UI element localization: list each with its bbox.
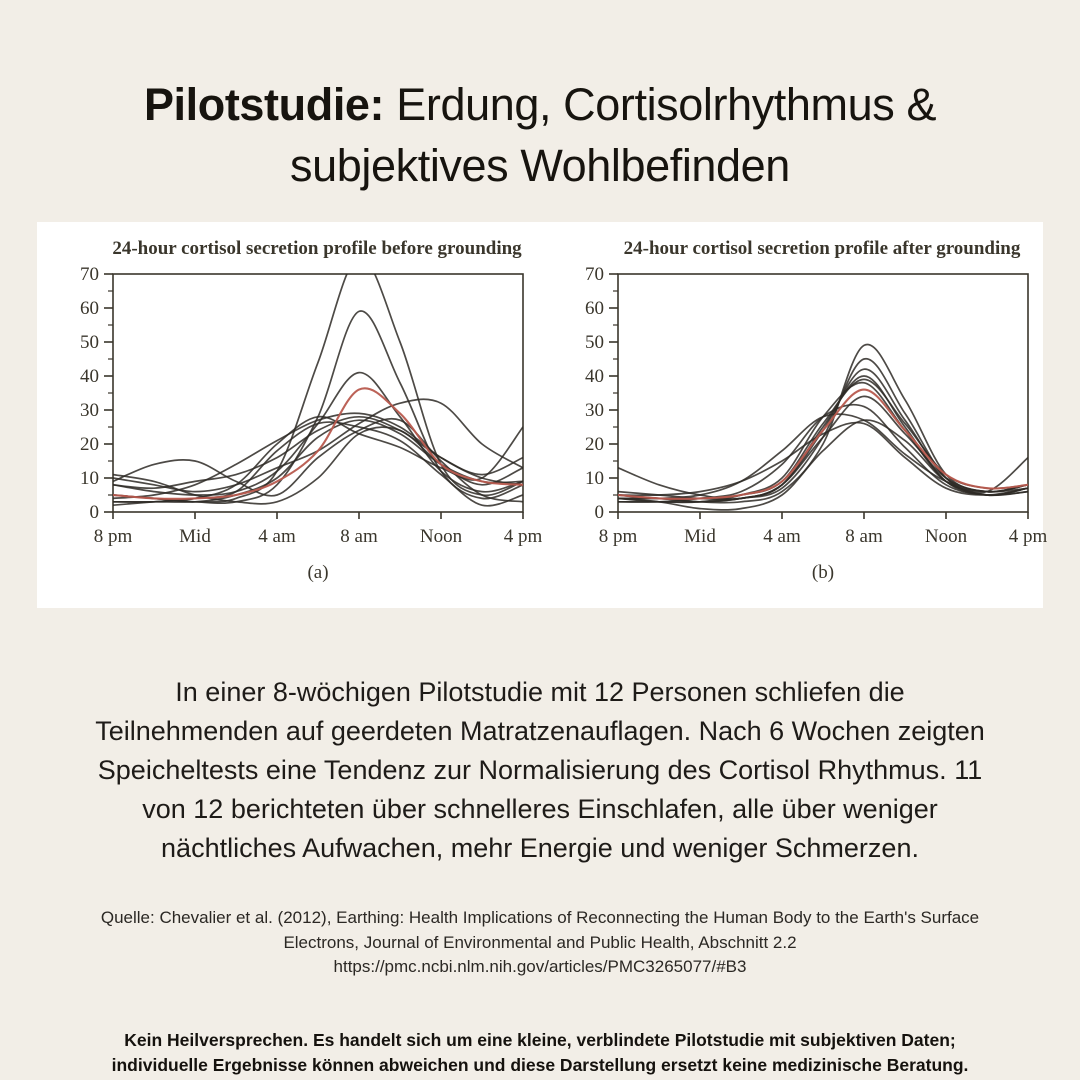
svg-text:4 am: 4 am (258, 526, 296, 547)
cortisol-chart-after (562, 222, 1048, 608)
svg-text:20: 20 (80, 434, 99, 455)
svg-text:40: 40 (80, 366, 99, 387)
chart-title-after: 24-hour cortisol secretion profile after grounding (623, 238, 1021, 259)
svg-text:4 am: 4 am (763, 526, 801, 547)
svg-text:Mid: Mid (684, 526, 716, 547)
svg-text:4 pm: 4 pm (503, 526, 543, 547)
svg-text:10: 10 (585, 468, 604, 489)
page-title-rest: Erdung, Cortisolrhythmus & subjektives Wohlbefinden (290, 79, 937, 192)
svg-text:50: 50 (80, 332, 99, 353)
svg-text:40: 40 (585, 366, 604, 387)
disclaimer-text: Kein Heilversprechen. Es handelt sich um eine kleine, verblindete Pilotstudie mit subjektiven Daten; individuelle Ergebnisse können abweichen und diese Darstellung ersetzt keine medizinische Beratung. (111, 1029, 969, 1075)
page-title (70, 74, 1010, 196)
citation-url: https://pmc.ncbi.nlm.nih.gov/articles/PMC3265077/#B3 (333, 957, 747, 976)
svg-text:Mid: Mid (179, 526, 211, 547)
cortisol-chart-before (57, 222, 543, 608)
svg-text:30: 30 (585, 400, 604, 421)
svg-text:10: 10 (80, 468, 99, 489)
svg-text:0: 0 (594, 502, 604, 523)
svg-text:8 am: 8 am (340, 526, 378, 547)
chart-caption-a: (a) (307, 562, 329, 583)
svg-text:8 am: 8 am (845, 526, 883, 547)
svg-text:8 pm: 8 pm (93, 526, 133, 547)
citation-text: Quelle: Chevalier et al. (2012), Earthing: Health Implications of Reconnecting the Human Body to the Earth's Surface Electrons, Journal of Environmental and Public Health, Abschnitt 2.2 (100, 908, 980, 952)
chart-title-before: 24-hour cortisol secretion profile before grounding (112, 238, 522, 259)
figure-panel (37, 222, 1048, 608)
chart-caption-b: (b) (811, 562, 835, 583)
svg-text:30: 30 (80, 400, 99, 421)
study-summary-paragraph: In einer 8-wöchigen Pilotstudie mit 12 Personen schliefen die Teilnehmenden auf geerdeten Matratzenauflagen. Nach 6 Wochen zeigten Speicheltests eine Tendenz zur Normalisierung des Cortisol Rhythmus. 11 von 12 berichteten über schnelleres Einschlafen, alle über weniger nächtliches Aufwachen, mehr Energie und weniger Schmerzen. (95, 677, 985, 863)
svg-text:Noon: Noon (924, 526, 968, 547)
svg-text:Noon: Noon (419, 526, 463, 547)
svg-text:70: 70 (585, 264, 604, 285)
source-citation (100, 906, 980, 980)
svg-text:4 pm: 4 pm (1008, 526, 1048, 547)
svg-text:50: 50 (585, 332, 604, 353)
svg-text:70: 70 (80, 264, 99, 285)
svg-text:8 pm: 8 pm (598, 526, 638, 547)
cortisol-plot-after (562, 264, 1048, 566)
svg-text:0: 0 (89, 502, 99, 523)
svg-text:60: 60 (585, 298, 604, 319)
svg-text:20: 20 (585, 434, 604, 455)
cortisol-plot-before (57, 264, 543, 566)
page-title-emphasis: Pilotstudie: (143, 79, 385, 131)
svg-text:60: 60 (80, 298, 99, 319)
